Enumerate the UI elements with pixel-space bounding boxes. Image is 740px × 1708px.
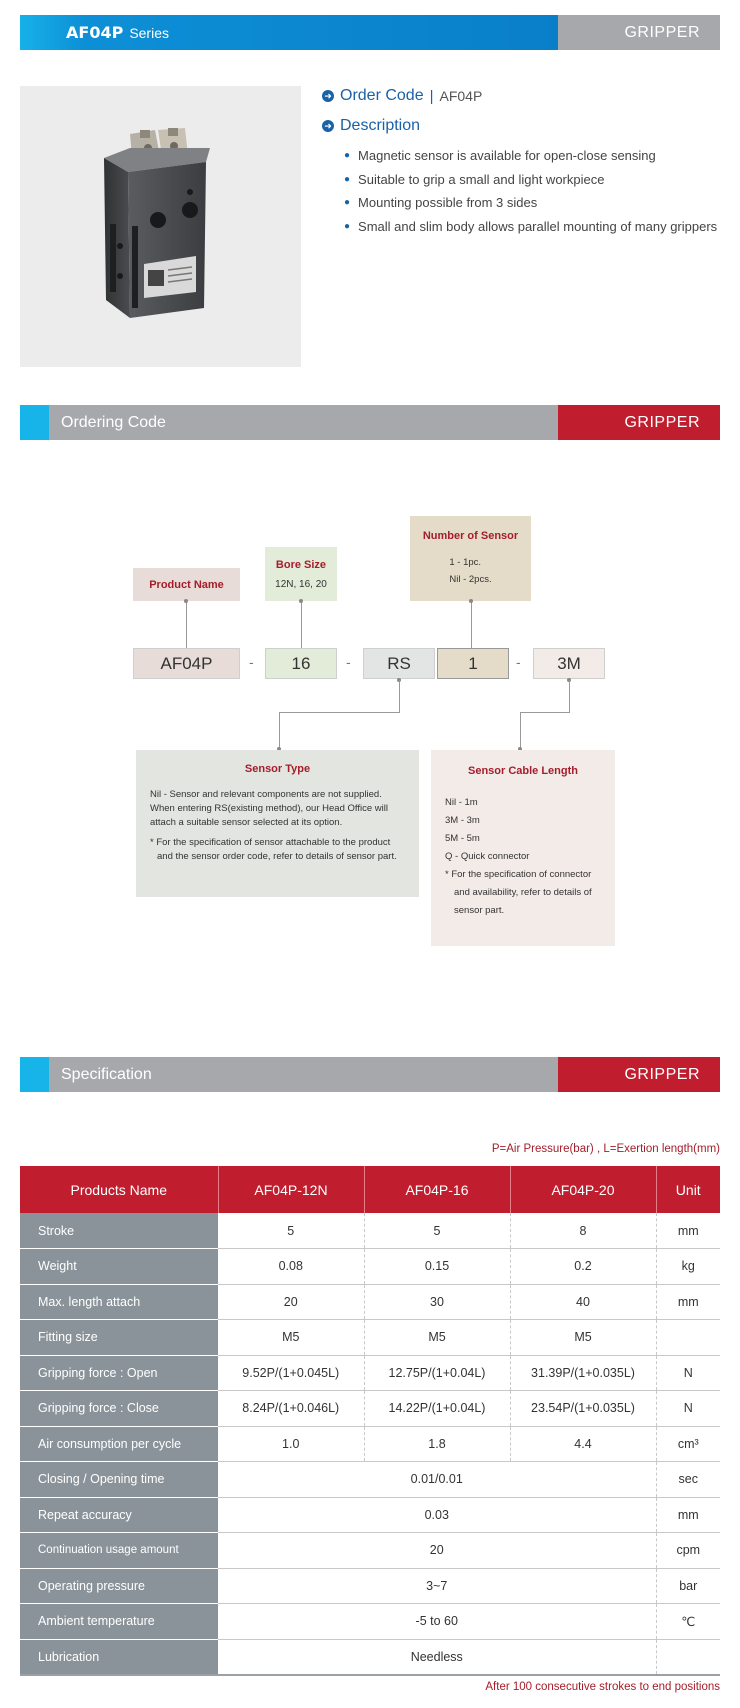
product-info	[322, 84, 722, 238]
spec-top-note: P=Air Pressure(bar) , L=Exertion length(mm)	[491, 1143, 720, 1155]
bore-size-label-box	[265, 547, 337, 601]
order-code-value: AF04P	[439, 88, 483, 104]
gripper-image	[20, 86, 301, 367]
table-row: Stroke 5 5 8 mm	[20, 1213, 720, 1249]
category-label: GRIPPER	[558, 1057, 720, 1092]
cable-length-box: Sensor Cable Length Nil - 1m 3M - 3m 5M - 5m Q - Quick connector * For the specification of connector and availability, refer to details of sensor part.	[431, 750, 615, 946]
table-row: Ambient temperature -5 to 60 ℃	[20, 1604, 720, 1640]
list-item: ● Mounting possible from 3 sides	[344, 191, 722, 215]
table-row: Max. length attach 20 30 40 mm	[20, 1284, 720, 1320]
bullet-icon: ●	[344, 197, 351, 208]
cable-length-title: Sensor Cable Length	[467, 765, 579, 777]
code-sensor-type: RS	[363, 648, 435, 679]
list-item: ● Small and slim body allows parallel mounting of many grippers	[344, 215, 722, 239]
description-label: Description	[340, 117, 421, 134]
bullet-icon: ●	[344, 150, 351, 161]
table-row: Air consumption per cycle 1.0 1.8 4.4 cm³	[20, 1426, 720, 1462]
bullet-icon: ●	[344, 220, 351, 232]
column-header: AF04P-12N	[218, 1166, 364, 1213]
product-photo	[20, 86, 301, 367]
separator: |	[429, 87, 434, 105]
section-title: Specification	[49, 1057, 558, 1092]
table-row: Weight 0.08 0.15 0.2 kg	[20, 1249, 720, 1285]
table-row: Gripping force : Close 8.24P/(1+0.046L) 14.22P/(1+0.04L) 23.54P/(1+0.035L) N	[20, 1391, 720, 1427]
list-item: ● Suitable to grip a small and light workpiece	[344, 168, 722, 192]
number-of-sensor-box: Number of Sensor 1 - 1pc. Nil - 2pcs.	[410, 516, 531, 601]
code-number-of-sensor: 1	[437, 648, 509, 679]
section-title: Ordering Code	[49, 405, 558, 440]
bullet-icon: ●	[344, 173, 351, 185]
column-header: AF04P-16	[364, 1166, 510, 1213]
column-header: Products Name	[20, 1166, 218, 1213]
spec-table	[20, 1166, 720, 1676]
specification-bar	[20, 1057, 720, 1092]
product-name-label: Product Name	[133, 568, 240, 601]
table-row: Continuation usage amount 20 cpm	[20, 1533, 720, 1569]
series-title	[20, 15, 558, 50]
code-cable-length: 3M	[533, 648, 605, 679]
sensor-type-box: Sensor Type Nil - Sensor and relevant components are not supplied. When entering RS(existing method), our Head Office will attach a suitable sensor selected at its option. * For the specification of sensor attachable to the product and the sensor order code, refer to details of sensor part.	[136, 750, 419, 897]
order-code-label: Order Code	[340, 87, 424, 104]
list-item: ● Magnetic sensor is available for open-close sensing	[344, 144, 722, 168]
description-list	[344, 144, 722, 238]
table-row: Fitting size M5 M5 M5	[20, 1320, 720, 1356]
arrow-circle-icon: ➜	[322, 90, 334, 102]
table-row: Closing / Opening time 0.01/0.01 sec	[20, 1462, 720, 1498]
code-bore-size: 16	[265, 648, 337, 679]
code-product-name: AF04P	[133, 648, 240, 679]
column-header: Unit	[656, 1166, 720, 1213]
category-label: GRIPPER	[558, 15, 720, 50]
model-name: AF04P	[66, 23, 124, 42]
spec-bottom-note: After 100 consecutive strokes to end positions	[485, 1681, 720, 1693]
order-code-line	[322, 84, 722, 108]
bore-size-label: Bore Size	[275, 558, 327, 571]
column-header: AF04P-20	[510, 1166, 656, 1213]
table-row: Operating pressure 3~7 bar	[20, 1568, 720, 1604]
table-row: Lubrication Needless	[20, 1639, 720, 1675]
description-line	[322, 114, 722, 138]
sensor-type-title: Sensor Type	[244, 763, 311, 775]
table-row: Repeat accuracy 0.03 mm	[20, 1497, 720, 1533]
series-header-bar	[20, 15, 720, 50]
table-row: Gripping force : Open 9.52P/(1+0.045L) 12.75P/(1+0.04L) 31.39P/(1+0.035L) N	[20, 1355, 720, 1391]
number-of-sensor-label: Number of Sensor	[422, 529, 519, 542]
arrow-circle-icon: ➜	[322, 120, 334, 132]
series-word: Series	[129, 24, 169, 41]
table-header-row	[20, 1166, 720, 1213]
bore-size-values: 12N, 16, 20	[275, 578, 327, 590]
ordering-code-bar	[20, 405, 720, 440]
category-label: GRIPPER	[558, 405, 720, 440]
